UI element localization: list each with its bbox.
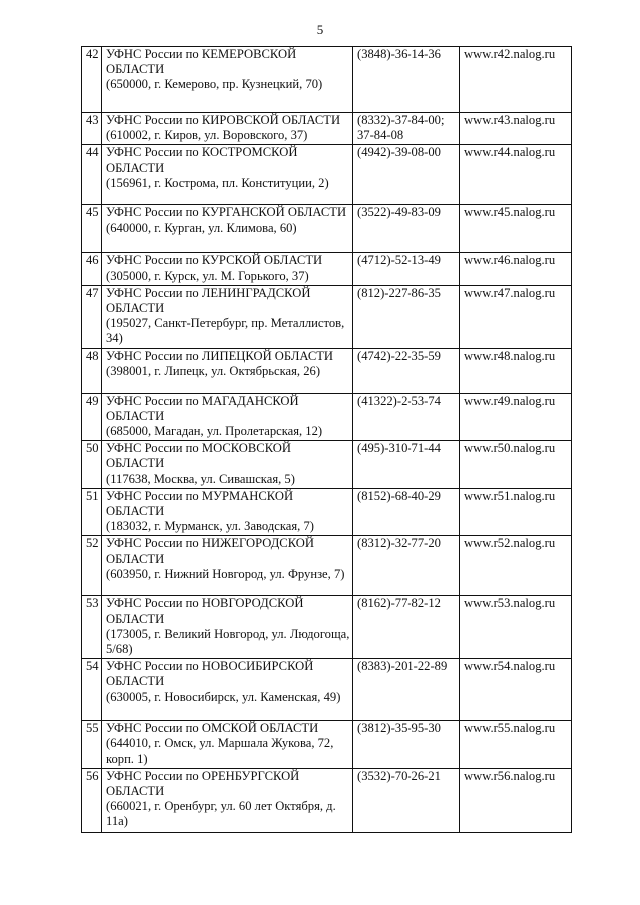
website-url: www.r44.nalog.ru [464,145,556,160]
phone-number: (812)-227-86-35 [357,285,441,300]
phone-number-extra: 37-84-08 [357,128,404,143]
office-address: (117638, Москва, ул. Сивашская, 5) [106,471,295,486]
office-address: (685000, Магадан, ул. Пролетарская, 12) [106,424,323,439]
table-row [82,47,572,113]
table-row [82,488,572,536]
website-cell [460,721,572,769]
office-address: (660021, г. Оренбург, ул. 60 лет Октября, д. 11а) [106,799,336,829]
table-row [82,536,572,596]
phone-number: (4742)-22-35-59 [357,348,441,363]
table-body [82,47,572,833]
office-cell [102,393,353,441]
website-url: www.r42.nalog.ru [464,47,556,61]
website-url: www.r49.nalog.ru [464,393,556,408]
row-number: 46 [82,253,102,285]
office-name: УФНС России по ЛЕНИНГРАДСКОЙ ОБЛАСТИ [106,285,311,316]
phone-cell [353,441,460,489]
phone-number: (8332)-37-84-00; [357,113,445,127]
office-address: (644010, г. Омск, ул. Маршала Жукова, 72, корп. 1) [106,736,334,766]
office-name: УФНС России по ОМСКОЙ ОБЛАСТИ [106,721,319,736]
office-name: УФНС России по КЕМЕРОВСКОЙ ОБЛАСТИ [106,47,297,77]
office-cell [102,596,353,659]
office-name: УФНС России по ЛИПЕЦКОЙ ОБЛАСТИ [106,348,334,363]
row-number: 50 [82,441,102,489]
office-address: (173005, г. Великий Новгород, ул. Людогоща, 5/68) [106,626,350,657]
row-number: 54 [82,659,102,721]
row-number: 52 [82,536,102,596]
office-cell [102,721,353,769]
website-cell [460,441,572,489]
website-url: www.r52.nalog.ru [464,536,556,551]
table-row [82,596,572,659]
office-cell [102,253,353,285]
website-cell [460,536,572,596]
office-address: (610002, г. Киров, ул. Воровского, 37) [106,128,308,143]
row-number: 55 [82,721,102,769]
website-cell [460,596,572,659]
table-row [82,721,572,769]
website-url: www.r53.nalog.ru [464,596,556,611]
office-name: УФНС России по КИРОВСКОЙ ОБЛАСТИ [106,113,341,127]
page-number: 5 [316,22,324,37]
office-name: УФНС России по КОСТРОМСКОЙ ОБЛАСТИ [106,145,298,175]
office-cell [102,536,353,596]
office-address: (630005, г. Новосибирск, ул. Каменская, 49) [106,689,341,704]
phone-cell [353,145,460,205]
office-address: (183032, г. Мурманск, ул. Заводская, 7) [106,519,314,534]
phone-cell [353,205,460,253]
phone-cell [353,113,460,145]
website-url: www.r51.nalog.ru [464,488,556,503]
phone-number: (4942)-39-08-00 [357,145,441,160]
website-cell [460,659,572,721]
phone-number: (3522)-49-83-09 [357,205,441,220]
row-number: 53 [82,596,102,659]
website-url: www.r56.nalog.ru [464,768,556,783]
website-url: www.r55.nalog.ru [464,721,556,736]
website-cell [460,285,572,348]
phone-number: (3812)-35-95-30 [357,721,441,736]
phone-number: (8312)-32-77-20 [357,536,441,551]
office-name: УФНС России по НОВГОРОДСКОЙ ОБЛАСТИ [106,596,304,626]
phone-number: (495)-310-71-44 [357,441,441,456]
office-name: УФНС России по НИЖЕГОРОДСКОЙ ОБЛАСТИ [106,536,314,566]
table-row [82,253,572,285]
table-row [82,441,572,489]
office-name: УФНС России по КУРГАНСКОЙ ОБЛАСТИ [106,205,347,220]
office-cell [102,113,353,145]
phone-cell [353,253,460,285]
office-cell [102,47,353,113]
office-address: (650000, г. Кемерово, пр. Кузнецкий, 70) [106,77,323,92]
table-row [82,145,572,205]
phone-number: (3532)-70-26-21 [357,768,441,783]
office-cell [102,441,353,489]
website-cell [460,253,572,285]
office-address: (640000, г. Курган, ул. Климова, 60) [106,220,297,235]
phone-cell [353,536,460,596]
website-url: www.r50.nalog.ru [464,441,556,456]
website-url: www.r54.nalog.ru [464,659,556,674]
phone-number: (8383)-201-22-89 [357,659,448,674]
website-url: www.r45.nalog.ru [464,205,556,220]
office-name: УФНС России по МАГАДАНСКОЙ ОБЛАСТИ [106,393,299,423]
row-number: 48 [82,348,102,393]
website-url: www.r46.nalog.ru [464,253,556,268]
table-row [82,393,572,441]
website-url: www.r43.nalog.ru [464,113,556,127]
phone-cell [353,348,460,393]
table-row [82,348,572,393]
phone-number: (8152)-68-40-29 [357,488,441,503]
phone-cell [353,488,460,536]
row-number: 51 [82,488,102,536]
row-number: 44 [82,145,102,205]
website-cell [460,488,572,536]
table-row [82,659,572,721]
phone-cell [353,596,460,659]
website-cell [460,768,572,832]
phone-cell [353,768,460,832]
row-number: 42 [82,47,102,113]
phone-cell [353,285,460,348]
row-number: 56 [82,768,102,832]
row-number: 47 [82,285,102,348]
office-address: (603950, г. Нижний Новгород, ул. Фрунзе, 7) [106,566,345,581]
office-cell [102,348,353,393]
phone-number: (4712)-52-13-49 [357,253,441,268]
office-cell [102,659,353,721]
office-name: УФНС России по МОСКОВСКОЙ ОБЛАСТИ [106,441,291,471]
row-number: 43 [82,113,102,145]
office-address: (398001, г. Липецк, ул. Октябрьская, 26) [106,363,321,378]
phone-cell [353,393,460,441]
table-row [82,768,572,832]
table-row [82,205,572,253]
office-address: (156961, г. Кострома, пл. Конституции, 2) [106,175,329,190]
phone-number: (8162)-77-82-12 [357,596,441,611]
phone-number: (3848)-36-14-36 [357,47,441,61]
office-name: УФНС России по НОВОСИБИРСКОЙ ОБЛАСТИ [106,659,314,689]
website-url: www.r47.nalog.ru [464,285,556,300]
office-cell [102,145,353,205]
office-cell [102,285,353,348]
tax-office-table [81,46,572,833]
phone-number: (41322)-2-53-74 [357,393,441,408]
phone-cell [353,721,460,769]
website-cell [460,348,572,393]
website-cell [460,47,572,113]
phone-cell [353,659,460,721]
website-cell [460,393,572,441]
row-number: 49 [82,393,102,441]
office-name: УФНС России по ОРЕНБУРГСКОЙ ОБЛАСТИ [106,768,300,799]
website-cell [460,113,572,145]
website-url: www.r48.nalog.ru [464,348,556,363]
table-row [82,113,572,145]
office-cell [102,488,353,536]
row-number: 45 [82,205,102,253]
website-cell [460,145,572,205]
office-cell [102,768,353,832]
office-address: (305000, г. Курск, ул. М. Горького, 37) [106,268,309,283]
office-name: УФНС России по МУРМАНСКОЙ ОБЛАСТИ [106,488,294,519]
office-address: (195027, Санкт-Петербург, пр. Металлистов, 34) [106,316,345,346]
office-cell [102,205,353,253]
website-cell [460,205,572,253]
table-row [82,285,572,348]
phone-cell [353,47,460,113]
office-name: УФНС России по КУРСКОЙ ОБЛАСТИ [106,253,323,268]
